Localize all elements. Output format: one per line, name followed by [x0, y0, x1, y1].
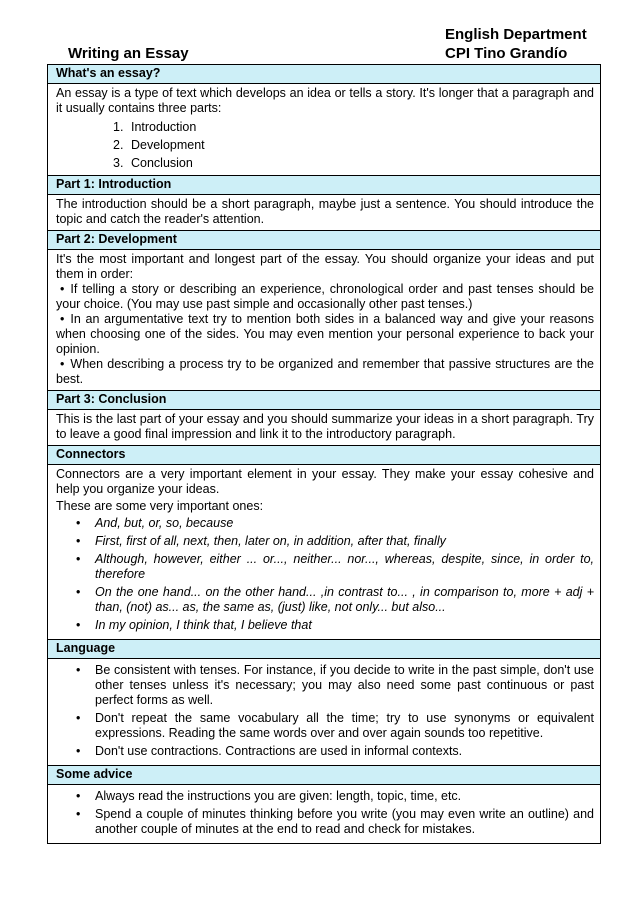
list-item: • Be consistent with tenses. For instance, if you decide to write in the past simple, don't use other tenses unless it's necessary; you may also need some past continuous or past perfect forms as well. — [76, 663, 594, 707]
content-table — [47, 64, 601, 844]
page-title: Writing an Essay — [68, 45, 189, 62]
bullet-icon: • — [60, 312, 65, 326]
list-item: • Don't repeat the same vocabulary all the time; try to use synonyms or equivalent expressions. Reading the same words over and over again sounds too repetitive. — [76, 711, 594, 740]
department-label: English Department — [445, 26, 587, 43]
bullet-icon: • — [76, 789, 81, 803]
list-item: • And, but, or, so, because — [76, 516, 234, 530]
bullet-icon: • — [76, 585, 81, 599]
list-item: • In my opinion, I think that, I believe that — [76, 618, 312, 632]
bullet-icon: • — [76, 663, 81, 677]
list-item: • Spend a couple of minutes thinking before you write (you may even write an outline) and another couple of minutes at the end to read and check for mistakes. — [76, 807, 594, 836]
section-body-conclusion — [48, 410, 600, 446]
bullet-icon: • — [76, 807, 81, 821]
development-text: It's the most important and longest part of the essay. You should organize your ideas and put them in order: — [56, 252, 594, 281]
list-item: 2. Development — [113, 138, 205, 152]
section-body-language — [48, 659, 600, 766]
list-item: • First, first of all, next, then, later on, in addition, after that, finally — [76, 534, 446, 548]
bullet-icon: • — [76, 711, 81, 725]
introduction-text: The introduction should be a short paragraph, maybe just a sentence. You should introduce the topic and catch the reader's attention. — [56, 197, 594, 226]
list-item: • Don't use contractions. Contractions are used in informal contexts. — [76, 744, 463, 758]
list-item: • When describing a process try to be organized and remember that passive structures are the best. — [56, 357, 594, 386]
section-heading-development: Part 2: Development — [48, 231, 600, 250]
section-heading-advice: Some advice — [48, 766, 600, 785]
list-item: • If telling a story or describing an experience, chronological order and past tenses should be your choice. (You may use past simple and occasionally other past tenses.) — [56, 282, 594, 311]
section-body-advice — [48, 785, 600, 843]
conclusion-text: This is the last part of your essay and you should summarize your ideas in a short paragraph. Try to leave a good final impression and link it to the introductory paragraph. — [56, 412, 594, 441]
section-heading-introduction: Part 1: Introduction — [48, 176, 600, 195]
section-heading-connectors: Connectors — [48, 446, 600, 465]
section-heading-conclusion: Part 3: Conclusion — [48, 391, 600, 410]
parts-list — [56, 118, 594, 172]
advice-list — [56, 789, 594, 837]
bullet-icon: • — [76, 516, 81, 530]
list-item: • On the one hand... on the other hand... ,in contrast to... , in comparison to, more + adj + than, (not) as... as, the same as, (just) like, not only... but also... — [76, 585, 594, 614]
list-item: • Although, however, either ... or..., neither... nor..., whereas, despite, since, in order to, therefore — [76, 552, 594, 581]
list-item: 3. Conclusion — [113, 156, 193, 170]
essay-intro: An essay is a type of text which develops an idea or tells a story. It's longer that a paragraph and it usually contains three parts: — [56, 86, 594, 115]
list-item: • In an argumentative text try to mention both sides in a balanced way and give your reasons when choosing one of the sides. You may even mention your personal experience to back your opinion. — [56, 312, 594, 356]
section-heading-language: Language — [48, 640, 600, 659]
bullet-icon: • — [76, 618, 81, 632]
connectors-text: Connectors are a very important element in your essay. They make your essay cohesive and help you organize your ideas. — [56, 467, 594, 496]
bullet-icon: • — [76, 744, 81, 758]
language-list — [56, 663, 594, 759]
list-item: • Always read the instructions you are given: length, topic, time, etc. — [76, 789, 462, 803]
connectors-list — [56, 516, 594, 633]
bullet-icon: • — [76, 534, 81, 548]
section-body-introduction — [48, 195, 600, 231]
section-heading-essay: What's an essay? — [48, 65, 600, 84]
section-body-development — [48, 250, 600, 391]
school-label: CPI Tino Grandío — [445, 45, 568, 62]
list-item: 1. Introduction — [113, 120, 197, 134]
bullet-icon: • — [60, 282, 65, 296]
bullet-icon: • — [60, 357, 65, 371]
connectors-lead: These are some very important ones: — [56, 499, 264, 513]
section-body-essay — [48, 84, 600, 176]
section-body-connectors — [48, 465, 600, 640]
bullet-icon: • — [76, 552, 81, 566]
